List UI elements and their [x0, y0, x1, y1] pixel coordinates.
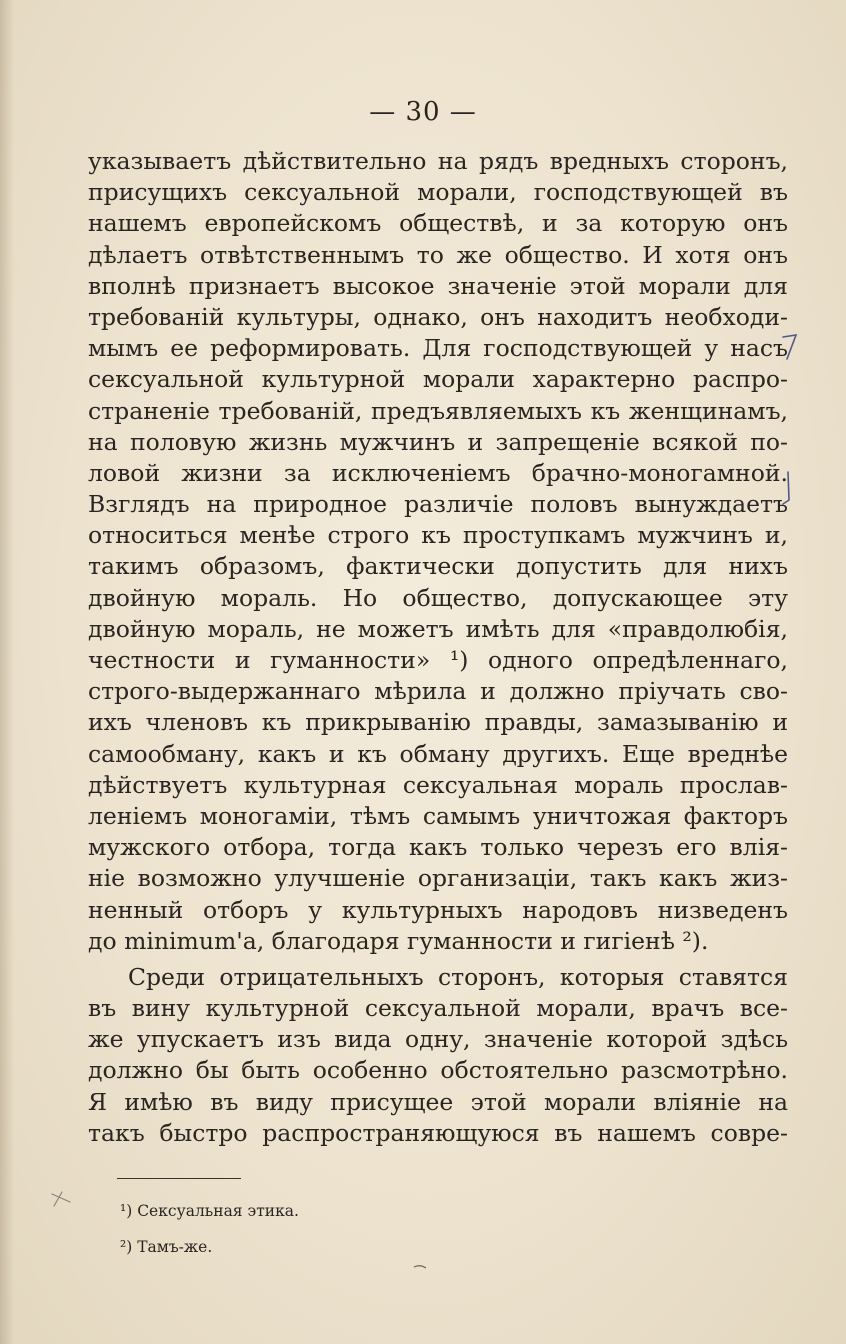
body-text: [88, 146, 788, 1149]
text-line: нашемъ европейскомъ обществѣ, и за которую онъ: [88, 209, 788, 238]
text-line: должно бы быть особенно обстоятельно разсмотрѣно.: [88, 1056, 788, 1085]
text-line: до minimum'а, благодаря гуманности и гигiенѣ ²).: [88, 926, 709, 955]
text-line: присущихъ сексуальной морали, господствующей въ: [88, 178, 788, 207]
text-line: честности и гуманности» ¹) одного опредѣленнаго,: [88, 646, 788, 674]
text-line: ненный отборъ у культурныхъ народовъ низведенъ: [88, 895, 788, 924]
text-line: въ вину культурной сексуальной морали, врачъ все-: [88, 994, 788, 1023]
text-line: страненiе требованiй, предъявляемыхъ къ женщинамъ,: [88, 396, 788, 425]
text-line: на половую жизнь мужчинъ и запрещенiе всякой по-: [88, 427, 788, 456]
text-line: ловой жизни за исключенiемъ брачно-моногамной.: [88, 458, 788, 487]
margin-scribble-icon: [48, 1188, 78, 1214]
text-line: же упускаетъ изъ вида одну, значенiе которой здѣсь: [88, 1025, 788, 1054]
text-line: сексуальной культурной морали характерно распро-: [88, 365, 788, 394]
text-line: указываетъ дѣйствительно на рядъ вредныхъ сторонъ,: [88, 147, 788, 175]
text-line: нiе возможно улучшенiе организацiи, такъ какъ жиз-: [88, 864, 788, 893]
text-line: строго-выдержаннаго мѣрила и должно прiучать сво-: [88, 677, 788, 706]
text-line: самообману, какъ и къ обману другихъ. Еще вреднѣе: [88, 739, 788, 768]
text-line: такимъ образомъ, фактически допустить для нихъ: [88, 552, 788, 581]
text-line: Среди отрицательныхъ сторонъ, которыя ставятся: [128, 962, 788, 991]
text-line: двойную мораль, не можетъ имѣть для «правдолюбiя,: [88, 614, 788, 643]
pencil-check-icon: [780, 470, 798, 510]
text-line: Я имѣю въ виду присущее этой морали влiянiе на: [88, 1087, 788, 1116]
ink-speck-icon: [412, 1262, 428, 1272]
text-line: требованiй культуры, однако, онъ находитъ необходи-: [88, 302, 788, 331]
text-line: дѣлаетъ отвѣтственнымъ то же общество. И хотя онъ: [88, 240, 788, 269]
page-edge-shadow: [0, 0, 14, 1344]
footnotes: [120, 1193, 299, 1265]
page-number: — 30 —: [369, 97, 477, 127]
footnote-2: ²) Тамъ-же.: [120, 1238, 213, 1256]
footnote-1: ¹) Сексуальная этика.: [120, 1202, 299, 1220]
text-line: мужского отбора, тогда какъ только черезъ его влiя-: [88, 833, 788, 862]
text-line: Взглядъ на природное различiе половъ вынуждаетъ: [88, 490, 788, 519]
text-line: ленiемъ моногамiи, тѣмъ самымъ уничтожая факторъ: [88, 801, 788, 830]
text-line: мымъ ее реформировать. Для господствующей у насъ: [88, 334, 788, 363]
text-line: такъ быстро распространяющуюся въ нашемъ совре-: [88, 1118, 788, 1147]
text-line: вполнѣ признаетъ высокое значенiе этой морали для: [88, 271, 788, 300]
text-line: относиться менѣе строго къ проступкамъ мужчинъ и,: [88, 521, 788, 550]
text-line: дѣйствуетъ культурная сексуальная мораль прослав-: [88, 770, 788, 799]
footnote-divider: [117, 1178, 241, 1179]
text-line: двойную мораль. Но общество, допускающее эту: [88, 583, 788, 612]
pencil-mark-icon: [780, 333, 800, 363]
text-line: ихъ членовъ къ прикрыванiю правды, замазыванiю и: [88, 708, 788, 737]
